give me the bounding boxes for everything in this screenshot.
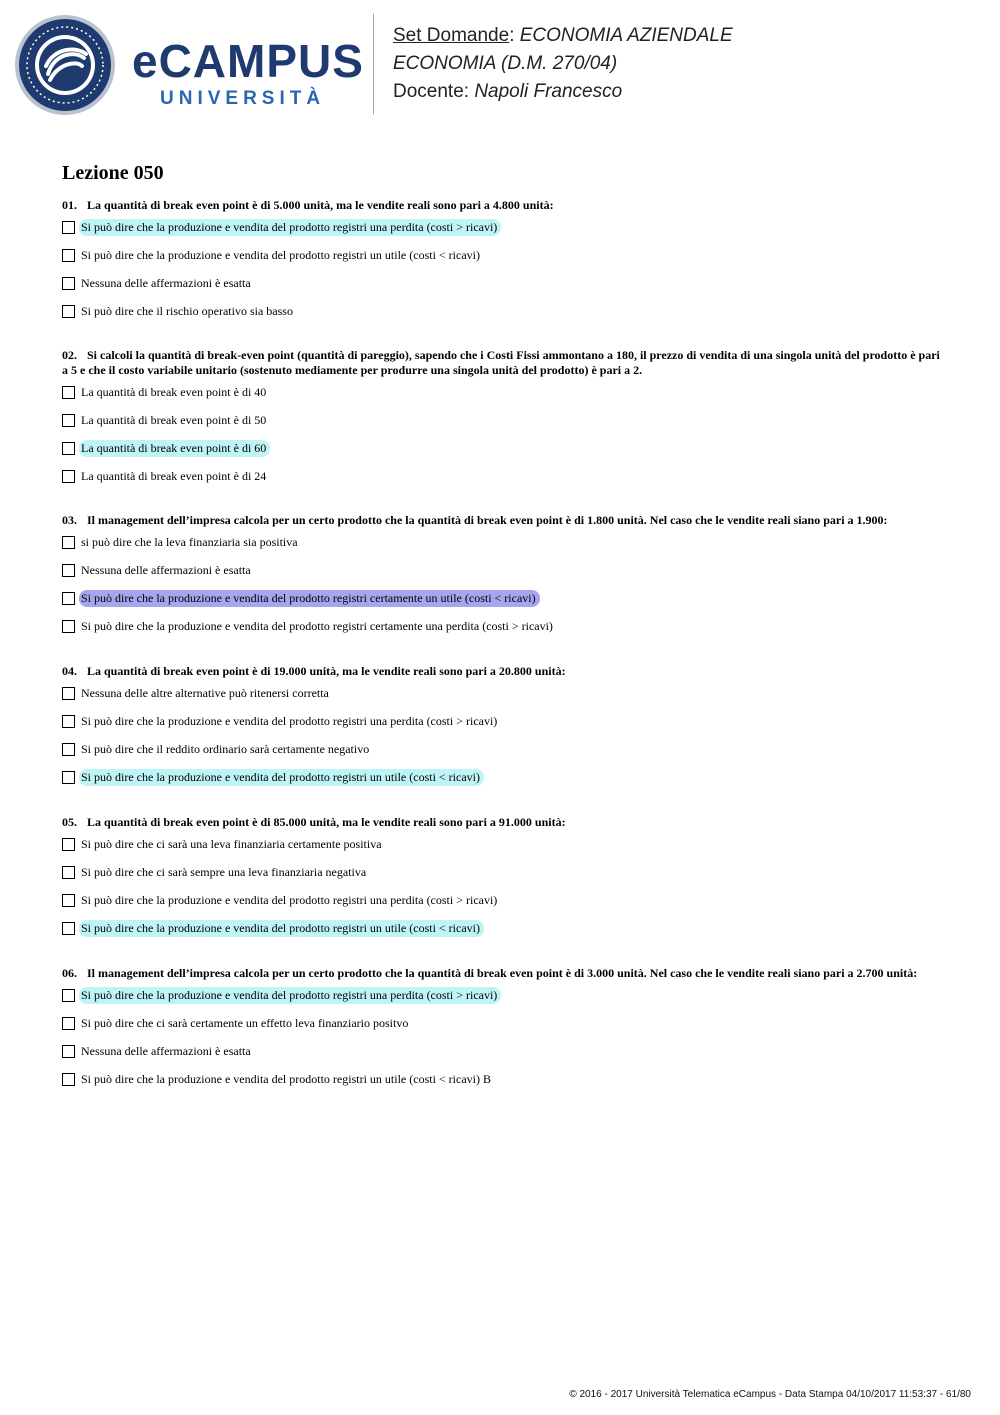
question-block [62,198,942,333]
answer-option-label: Si può dire che la produzione e vendita del prodotto registri certamente un utile (costi < ricavi) [79,590,540,607]
question-prompt: La quantità di break even point è di 85.000 unità, ma le vendite reali sono pari a 91.000 unità: [87,815,566,829]
question-block [62,664,942,799]
question-block [62,513,942,648]
answer-option[interactable] [62,771,942,799]
answer-checkbox[interactable] [62,620,75,633]
answer-option-label: Si può dire che la produzione e vendita del prodotto registri un utile (costi < ricavi) [79,769,484,786]
answer-option-label: Nessuna delle affermazioni è esatta [81,1044,251,1058]
teacher-label: Docente: [393,81,470,102]
header-info [393,22,733,106]
answer-option[interactable] [62,386,942,414]
question-text [62,198,942,213]
answer-option[interactable] [62,866,942,894]
answer-option[interactable] [62,838,942,866]
answer-option[interactable] [62,442,942,470]
answer-option-label: Si può dire che la produzione e vendita del prodotto registri una perdita (costi > ricavi) [79,219,501,236]
answer-checkbox[interactable] [62,866,75,879]
question-text [62,664,942,679]
question-prompt: La quantità di break even point è di 19.000 unità, ma le vendite reali sono pari a 20.800 unità: [87,664,566,678]
answer-option[interactable] [62,564,942,592]
course-name: ECONOMIA (D.M. 270/04) [393,53,618,74]
answer-option-label: Nessuna delle affermazioni è esatta [81,563,251,577]
answer-option[interactable] [62,894,942,922]
answer-option[interactable] [62,249,942,277]
answer-checkbox[interactable] [62,536,75,549]
answer-option[interactable] [62,1045,942,1073]
question-block [62,348,942,498]
answer-checkbox[interactable] [62,1017,75,1030]
answer-option[interactable] [62,470,942,498]
answer-checkbox[interactable] [62,386,75,399]
answer-checkbox[interactable] [62,305,75,318]
answer-option[interactable] [62,620,942,648]
answer-option[interactable] [62,277,942,305]
subject-line: Set Domande: ECONOMIA AZIENDALE [393,25,733,46]
question-text [62,513,942,528]
answer-option-label: Si può dire che il reddito ordinario sarà certamente negativo [81,742,370,756]
answer-checkbox[interactable] [62,592,75,605]
answer-option[interactable] [62,989,942,1017]
question-number: 06. [62,966,77,980]
answer-checkbox[interactable] [62,989,75,1002]
ecampus-wordmark [132,35,364,110]
answer-checkbox[interactable] [62,1045,75,1058]
answer-option[interactable] [62,715,942,743]
answer-option[interactable] [62,922,942,950]
question-text [62,966,942,981]
answer-checkbox[interactable] [62,564,75,577]
answer-option-label: Si può dire che ci sarà una leva finanziaria certamente positiva [81,837,382,851]
answer-checkbox[interactable] [62,687,75,700]
answer-option-label: La quantità di break even point è di 40 [81,385,267,399]
ecampus-seal-logo [14,14,116,116]
question-text [62,348,942,378]
teacher-name: Napoli Francesco [474,81,623,102]
answer-option-label: Si può dire che ci sarà certamente un effetto leva finanziario positvo [81,1016,409,1030]
answer-option-label: Si può dire che la produzione e vendita del prodotto registri una perdita (costi > ricavi) [81,893,498,907]
answer-option[interactable] [62,1017,942,1045]
answer-option-label: La quantità di break even point è di 50 [81,413,267,427]
question-prompt: La quantità di break even point è di 5.000 unità, ma le vendite reali sono pari a 4.800 unità: [87,198,554,212]
answer-checkbox[interactable] [62,771,75,784]
header-divider [373,14,374,114]
answer-checkbox[interactable] [62,249,75,262]
answer-option-label: Si può dire che la produzione e vendita del prodotto registri una perdita (costi > ricavi) [81,714,498,728]
answer-option[interactable] [62,687,942,715]
question-number: 01. [62,198,77,212]
answer-option-label: Si può dire che la produzione e vendita del prodotto registri un utile (costi < ricavi) B [81,1072,491,1086]
question-text [62,815,942,830]
answer-option-label: Si può dire che il rischio operativo sia basso [81,304,293,318]
answer-option[interactable] [62,221,942,249]
document-header [0,0,1000,130]
answer-option-label: Si può dire che la produzione e vendita del prodotto registri un utile (costi < ricavi) [81,248,480,262]
answer-checkbox[interactable] [62,442,75,455]
question-block [62,966,942,1101]
answer-option-label: Si può dire che la produzione e vendita del prodotto registri una perdita (costi > ricavi) [79,987,501,1004]
answer-option[interactable] [62,414,942,442]
answer-option[interactable] [62,592,942,620]
answer-option-label: Nessuna delle altre alternative può ritenersi corretta [81,686,329,700]
answer-option-label: Si può dire che la produzione e vendita del prodotto registri un utile (costi < ricavi) [79,920,484,937]
answer-checkbox[interactable] [62,221,75,234]
question-number: 03. [62,513,77,527]
page-footer: © 2016 - 2017 Università Telematica eCampus - Data Stampa 04/10/2017 11:53:37 - 61/80 [569,1389,971,1400]
answer-option-label: Si può dire che la produzione e vendita del prodotto registri certamente una perdita (costi > ricavi) [81,619,553,633]
answer-option[interactable] [62,743,942,771]
answer-checkbox[interactable] [62,838,75,851]
answer-option-label: Nessuna delle affermazioni è esatta [81,276,251,290]
question-number: 02. [62,348,77,362]
answer-option-label: La quantità di break even point è di 24 [81,469,267,483]
logo-main-text: eCAMPUS [132,35,364,87]
answer-checkbox[interactable] [62,715,75,728]
answer-checkbox[interactable] [62,894,75,907]
answer-checkbox[interactable] [62,1073,75,1086]
answer-option-label: Si può dire che ci sarà sempre una leva finanziaria negativa [81,865,367,879]
answer-checkbox[interactable] [62,470,75,483]
answer-checkbox[interactable] [62,922,75,935]
answer-option-label: si può dire che la leva finanziaria sia positiva [81,535,298,549]
question-block [62,815,942,950]
answer-checkbox[interactable] [62,277,75,290]
teacher-line [393,78,733,106]
question-prompt: Si calcoli la quantità di break-even point (quantità di pareggio), sapendo che i Costi Fissi ammontano a 180, il prezzo di vendita di una singola unità del prodotto è pari a 5 e che il costo variabile unitario (sostenuto mediamente per produrre una singola unità del prodotto) è pari a 2. [62,348,940,377]
subject-name: ECONOMIA AZIENDALE [519,25,733,46]
answer-option[interactable] [62,305,942,333]
answer-checkbox[interactable] [62,743,75,756]
answer-option[interactable] [62,536,942,564]
answer-option-label: La quantità di break even point è di 60 [79,440,270,457]
answer-checkbox[interactable] [62,414,75,427]
question-number: 04. [62,664,77,678]
question-prompt: Il management dell’impresa calcola per un certo prodotto che la quantità di break even point è di 1.800 unità. Nel caso che le vendite reali siano pari a 1.900: [87,513,888,527]
logo-sub-text: UNIVERSITÀ [160,88,326,109]
answer-option[interactable] [62,1073,942,1101]
question-prompt: Il management dell’impresa calcola per un certo prodotto che la quantità di break even point è di 3.000 unità. Nel caso che le vendite reali siano pari a 2.700 unità: [87,966,918,980]
question-number: 05. [62,815,77,829]
lesson-title: Lezione 050 [62,162,164,184]
set-label: Set Domande [393,25,510,46]
